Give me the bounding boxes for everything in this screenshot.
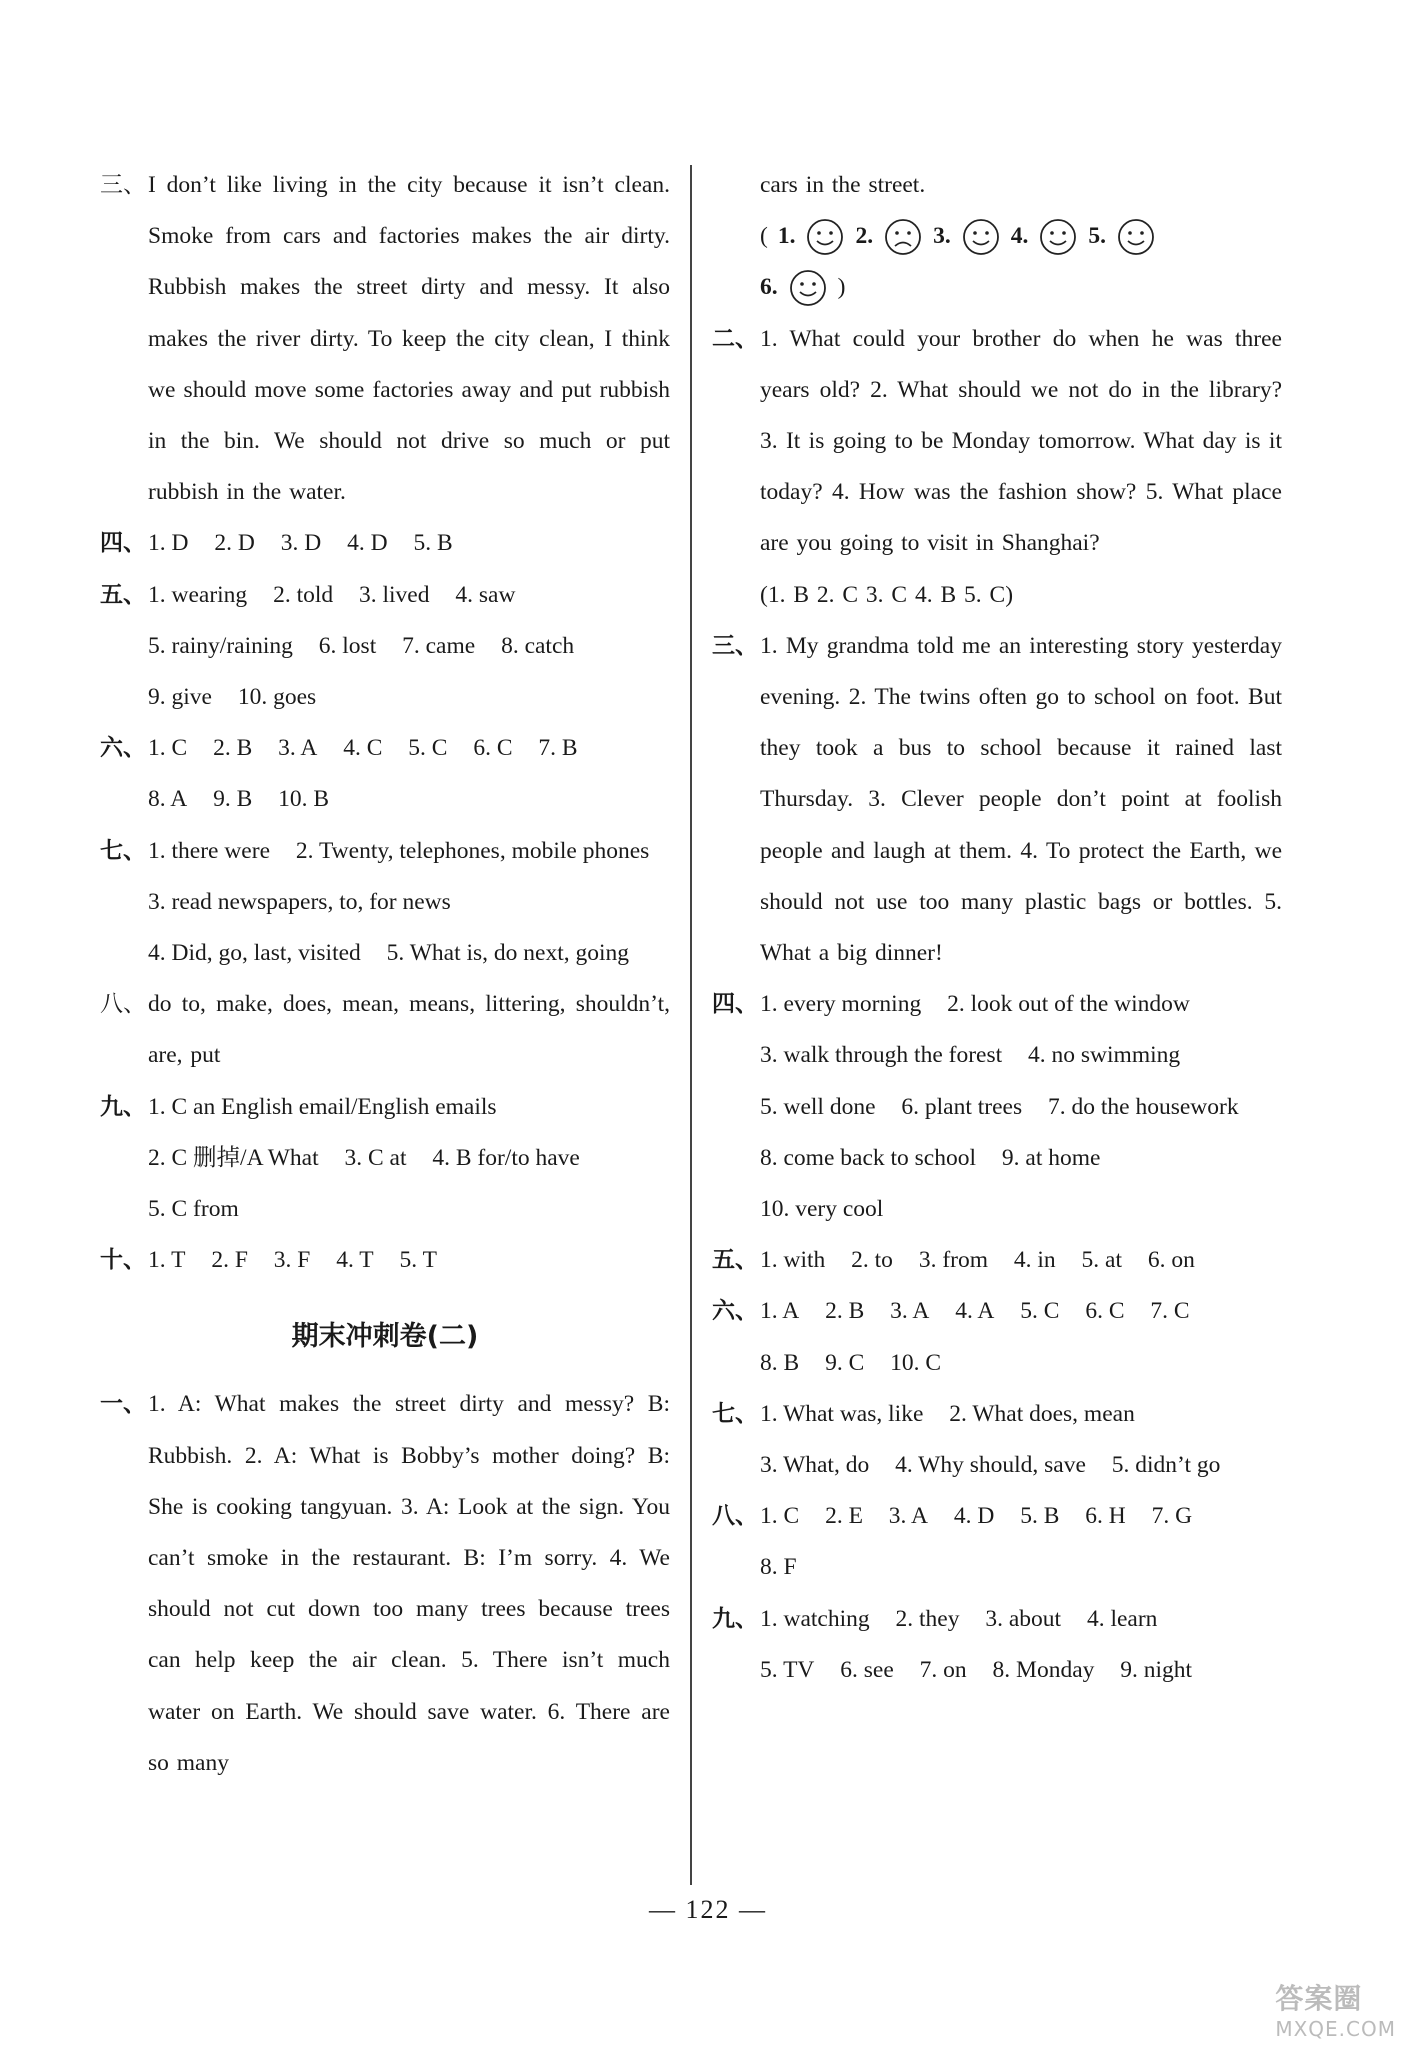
answer-list — [760, 1594, 1282, 1696]
smiley-face-icon — [1116, 217, 1156, 257]
answer-item: 1. A — [760, 1298, 800, 1325]
answer-item: 5. C from — [148, 1196, 239, 1223]
answer-list — [148, 518, 670, 569]
section-9-right — [712, 1594, 1282, 1696]
answer-item: 7. on — [919, 1656, 967, 1683]
answer-item: 5. rainy/raining — [148, 632, 293, 659]
answer-item: 6. H — [1085, 1503, 1126, 1530]
smiley-face-icon — [1038, 217, 1078, 257]
answer-item: 4. in — [1013, 1247, 1056, 1274]
paren-open: ( — [760, 223, 768, 250]
face-number: 5. — [1088, 223, 1106, 250]
answer-item: 4. A — [955, 1298, 995, 1325]
answer-item: 3. A — [278, 735, 318, 762]
answer-item: 4. saw — [455, 581, 516, 608]
answer-text: cars in the street. — [760, 172, 926, 198]
section-10-left — [100, 1235, 670, 1286]
answer-item: 5. B — [1020, 1503, 1060, 1530]
answer-item: 7. do the housework — [1048, 1093, 1239, 1120]
answer-item: 1. every morning — [760, 991, 922, 1018]
section-9-left — [100, 1082, 670, 1236]
section-label: 九、 — [712, 1605, 758, 1632]
section-label: 六、 — [100, 735, 146, 762]
section-label: 五、 — [712, 1247, 758, 1274]
answer-item: 8. catch — [501, 632, 575, 659]
answer-item: 6. C — [1085, 1298, 1125, 1325]
answer-list — [760, 979, 1282, 1235]
right-column — [712, 160, 1282, 1696]
section-1-continued — [712, 160, 1282, 211]
answer-item: 1. there were — [148, 837, 270, 864]
answer-item: 4. Did, go, last, visited — [148, 940, 361, 967]
answer-item: 5. didn’t go — [1111, 1452, 1221, 1479]
answer-item: 3. A — [890, 1298, 930, 1325]
answer-item: 2. What does, mean — [949, 1400, 1135, 1427]
answer-item: 6. see — [840, 1656, 894, 1683]
answer-key: (1. B 2. C 3. C 4. B 5. C) — [760, 581, 1014, 608]
page-number-value: 122 — [685, 1895, 731, 1924]
answer-item: 2. C 删掉/A What — [148, 1144, 319, 1171]
answer-item: 9. give — [148, 684, 212, 711]
section-1-left — [100, 1379, 670, 1789]
smiley-face-icon — [788, 268, 828, 308]
section-7-right — [712, 1389, 1282, 1491]
answer-item: 1. wearing — [148, 581, 248, 608]
answer-item: 6. C — [473, 735, 513, 762]
answer-item: 9. at home — [1001, 1144, 1101, 1171]
paren-close: ) — [837, 274, 846, 301]
section-label: 四、 — [712, 991, 758, 1018]
smiley-face-icon — [805, 217, 845, 257]
answer-item: 8. come back to school — [760, 1144, 977, 1171]
answer-item: 2. F — [211, 1247, 248, 1274]
answer-list — [148, 570, 670, 724]
smiley-answers-row — [712, 211, 1282, 262]
answer-item: 4. C — [343, 735, 383, 762]
answer-item: 9. C — [825, 1349, 865, 1376]
section-label: 七、 — [100, 837, 146, 864]
answer-list — [148, 1082, 670, 1236]
answer-list — [760, 1235, 1282, 1286]
answer-item: 5. at — [1081, 1247, 1122, 1274]
answer-item: 4. T — [336, 1247, 374, 1274]
answer-list — [760, 1286, 1282, 1388]
section-6-right — [712, 1286, 1282, 1388]
face-number: 6. — [760, 274, 778, 301]
answer-item: 7. C — [1150, 1298, 1190, 1325]
smiley-face-icon — [961, 217, 1001, 257]
answer-item: 4. learn — [1086, 1605, 1158, 1632]
section-label: 一、 — [100, 1391, 146, 1418]
answer-item: 4. no swimming — [1028, 1042, 1181, 1069]
answer-item: 2. Twenty, telephones, mobile phones — [295, 837, 650, 864]
answer-item: 3. read newspapers, to, for news — [148, 888, 451, 915]
section-label: 八、 — [712, 1503, 758, 1530]
answer-item: 1. What was, like — [760, 1400, 924, 1427]
answer-item: 10. B — [278, 786, 330, 813]
answer-item: 3. from — [918, 1247, 988, 1274]
answer-item: 2. B — [825, 1298, 865, 1325]
answer-item: 2. they — [895, 1605, 960, 1632]
section-8-right — [712, 1491, 1282, 1593]
page-number: — 122 — — [649, 1895, 767, 1924]
section-label: 四、 — [100, 530, 146, 557]
section-2-right — [712, 314, 1282, 621]
answer-item: 1. C an English email/English emails — [148, 1093, 497, 1120]
answer-item: 2. to — [851, 1247, 893, 1274]
section-label: 二、 — [712, 325, 758, 352]
answer-item: 3. C at — [344, 1144, 407, 1171]
section-label: 七、 — [712, 1400, 758, 1427]
answer-item: 9. night — [1120, 1656, 1193, 1683]
answer-list — [760, 1491, 1282, 1593]
answer-item: 10. goes — [237, 684, 317, 711]
answer-item: 3. A — [888, 1503, 928, 1530]
section-8-left — [100, 979, 670, 1081]
section-7-left — [100, 826, 670, 980]
answer-item: 7. G — [1151, 1503, 1193, 1530]
smiley-answers-row-2 — [712, 262, 1282, 313]
section-5-right — [712, 1235, 1282, 1286]
answer-item: 10. C — [890, 1349, 942, 1376]
section-label: 六、 — [712, 1298, 758, 1325]
answer-item: 1. watching — [760, 1605, 870, 1632]
answer-list — [148, 723, 670, 825]
section-5-left — [100, 570, 670, 724]
answer-list — [760, 1389, 1282, 1491]
section-3-right — [712, 621, 1282, 979]
watermark-logo — [1275, 1977, 1396, 2041]
answer-item: 1. D — [148, 530, 189, 557]
answer-item: 3. lived — [359, 581, 430, 608]
answer-item: 1. C — [148, 735, 188, 762]
section-4-right — [712, 979, 1282, 1235]
face-number: 3. — [933, 223, 951, 250]
exam-heading: 期末冲刺卷(二) — [291, 1321, 479, 1353]
section-3-left — [100, 160, 670, 518]
answer-text: do to, make, does, mean, means, littering, shouldn’t, are, put — [148, 991, 670, 1069]
section-4-left — [100, 518, 670, 569]
answer-item: 2. E — [825, 1503, 863, 1530]
section-label: 三、 — [100, 172, 146, 198]
answer-item: 1. T — [148, 1247, 186, 1274]
section-label: 八、 — [100, 991, 146, 1018]
section-6-left — [100, 723, 670, 825]
answer-list — [148, 1235, 670, 1286]
face-number: 1. — [777, 223, 796, 250]
answer-item: 4. D — [347, 530, 388, 557]
answer-item: 5. C — [408, 735, 448, 762]
answer-list — [148, 826, 670, 980]
watermark-url: MXQE.COM — [1275, 2017, 1396, 2041]
answer-item: 8. F — [760, 1554, 797, 1581]
answer-item: 5. well done — [760, 1093, 876, 1120]
answer-item: 5. What is, do next, going — [386, 940, 630, 967]
answer-item: 8. B — [760, 1349, 800, 1376]
section-label: 九、 — [100, 1093, 146, 1120]
answer-item: 3. D — [280, 530, 322, 557]
answer-item: 1. with — [760, 1247, 826, 1274]
answer-item: 3. about — [985, 1605, 1062, 1632]
answer-item: 3. F — [273, 1247, 311, 1274]
answer-item: 2. look out of the window — [947, 991, 1190, 1018]
answer-item: 4. D — [953, 1503, 995, 1530]
answer-item: 7. came — [402, 632, 476, 659]
answer-item: 5. B — [413, 530, 453, 557]
section-label: 五、 — [100, 581, 146, 608]
answer-item: 3. What, do — [760, 1452, 870, 1479]
answer-item: 5. T — [399, 1247, 437, 1274]
answer-text: 1. A: What makes the street dirty and messy? B: Rubbish. 2. A: What is Bobby’s mother doing? B: She is cooking tangyuan. 3. A: Look at the sign. You can’t smoke in the restaurant. B: I’m sorry. 4. We should not cut down too many trees because trees can help keep the air clean. 5. There isn’t much water on Earth. We should save water. 6. There are so many — [148, 1391, 670, 1776]
watermark-title: 答案圈 — [1275, 1982, 1363, 2015]
sad-face-icon — [883, 217, 923, 257]
column-divider — [690, 165, 692, 1885]
answer-item: 5. TV — [760, 1656, 815, 1683]
answer-text: 1. My grandma told me an interesting story yesterday evening. 2. The twins often go to school on foot. But they took a bus to school because it rained last Thursday. 3. Clever people don’t point at foolish people and laugh at them. 4. To protect the Earth, we should not use too many plastic bags or bottles. 5. What a big dinner! — [760, 632, 1282, 967]
answer-item: 10. very cool — [760, 1196, 884, 1223]
face-number: 2. — [855, 223, 874, 250]
answer-item: 9. B — [213, 786, 253, 813]
face-number: 4. — [1010, 223, 1029, 250]
answer-item: 2. B — [213, 735, 253, 762]
answer-item: 6. plant trees — [901, 1093, 1023, 1120]
answer-item: 8. Monday — [992, 1656, 1095, 1683]
answer-item: 4. Why should, save — [895, 1452, 1086, 1479]
answer-item: 6. lost — [318, 632, 377, 659]
answer-item: 3. walk through the forest — [760, 1042, 1003, 1069]
answer-item: 2. told — [273, 581, 334, 608]
answer-item: 2. D — [214, 530, 255, 557]
answer-item: 7. B — [538, 735, 578, 762]
passage-text: I don’t like living in the city because it isn’t clean. Smoke from cars and factories makes the air dirty. Rubbish makes the street dirty and messy. It also makes the river dirty. To keep the city clean, I think we should move some factories away and put rubbish in the bin. We should not drive so much or put rubbish in the water. — [148, 172, 670, 506]
answer-item: 8. A — [148, 786, 188, 813]
section-label: 三、 — [712, 632, 758, 659]
answer-item: 6. on — [1147, 1247, 1195, 1274]
answer-item: 1. C — [760, 1503, 800, 1530]
left-column — [100, 160, 670, 1789]
answer-item: 4. B for/to have — [432, 1144, 580, 1171]
answer-text: 1. What could your brother do when he was three years old? 2. What should we not do in the library? 3. It is going to be Monday tomorrow. What day is it today? 4. How was the fashion show? 5. What place are you going to visit in Shanghai? — [760, 325, 1282, 557]
section-label: 十、 — [100, 1247, 146, 1274]
answer-item: 5. C — [1020, 1298, 1060, 1325]
